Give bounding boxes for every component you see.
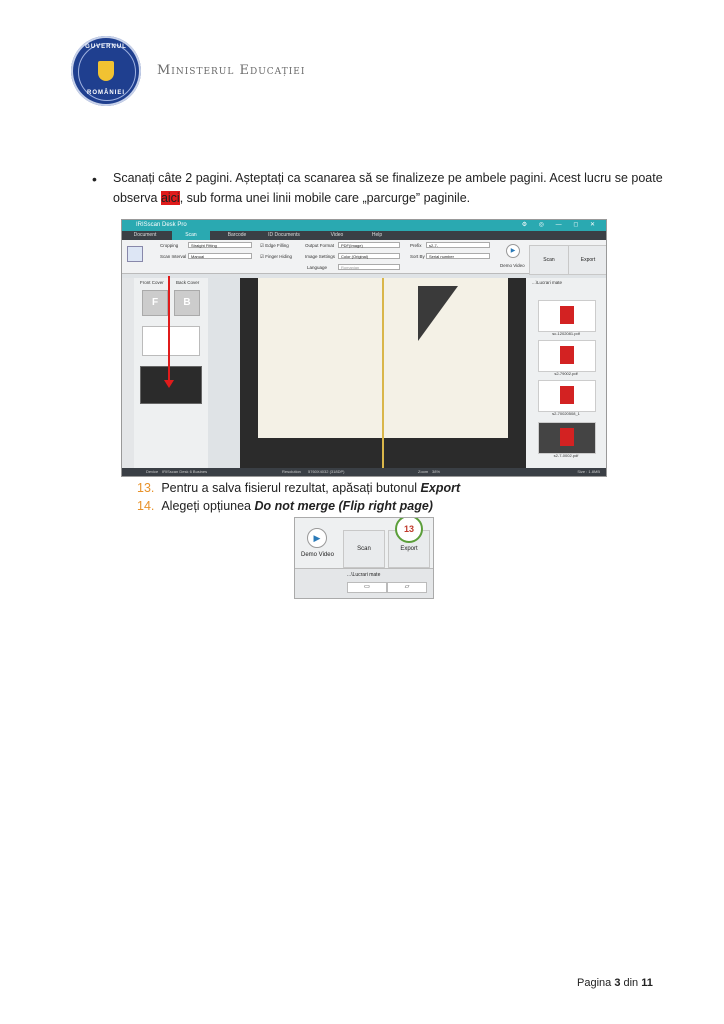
current-page: 3	[614, 977, 621, 989]
language-select[interactable]: Romanian	[338, 264, 400, 270]
pdf-file-item[interactable]	[538, 380, 596, 412]
book-icon[interactable]	[127, 246, 143, 262]
step-emphasis: Export	[420, 481, 461, 495]
image-settings-label: Image Settings	[305, 254, 336, 259]
instruction-line-1: Scanați câte 2 pagini. Așteptați ca scanarea să se finalizeze pe ambele pagini. Acest lucru se poate	[113, 171, 663, 185]
edge-filling-checkbox[interactable]: ☑ Edge Filling	[260, 243, 289, 248]
sort-by-select[interactable]: Serial number	[426, 253, 490, 259]
output-format-label: Output Format	[305, 243, 335, 248]
logo-bottom-text: ROMÂNIEI	[87, 90, 125, 96]
step-text: Pentru a salva fisierul rezultat, apăsați butonul	[161, 481, 421, 495]
pdf-file-item[interactable]	[538, 300, 596, 332]
footer-middle: din	[620, 977, 642, 989]
app-screenshot	[121, 219, 607, 477]
demo-video-label: Demo Video	[500, 263, 525, 268]
step-number: 14.	[137, 499, 155, 513]
export-button[interactable]: Export	[388, 530, 430, 568]
tab-barcode[interactable]: Barcode	[227, 232, 247, 238]
pdf-file-item[interactable]	[538, 340, 596, 372]
app-tabs	[122, 231, 606, 240]
page-thumbnail-panel	[134, 278, 208, 468]
left-toolbar	[122, 278, 134, 468]
front-cover-thumbnail[interactable]: F	[142, 290, 168, 316]
finger-hiding-checkbox[interactable]: ☑ Finger Hiding	[260, 254, 293, 259]
cropping-select[interactable]: Straight Fitting	[188, 242, 252, 248]
ministry-name: Ministerul Educației	[157, 63, 306, 78]
tab-video[interactable]: Video	[330, 232, 344, 238]
instruction-line-2	[113, 189, 470, 207]
page-thumbnail[interactable]	[142, 326, 200, 356]
footer-prefix: Pagina	[577, 977, 615, 989]
pdf-icon	[560, 306, 574, 324]
pdf-icon	[560, 386, 574, 404]
file-size: Size : 1.8MB	[577, 469, 600, 474]
total-pages: 11	[641, 977, 653, 989]
language-label: Language	[307, 265, 328, 270]
play-icon[interactable]: ▶	[506, 244, 520, 258]
bullet-icon: •	[92, 171, 97, 187]
edge-filling-label: Edge Filling	[265, 243, 289, 248]
resolution-label: Resolution	[282, 469, 301, 474]
step-number: 13.	[137, 481, 155, 495]
triangle-figure	[418, 286, 458, 341]
coat-of-arms-icon	[98, 61, 114, 81]
finger-hiding-label: Finger Hiding	[265, 254, 293, 259]
tab-id-documents[interactable]: ID Documents	[268, 232, 300, 238]
instruction-text: observa	[113, 191, 161, 205]
window-controls-icon[interactable]: ⚙ ◎ — ◻ ✕	[521, 222, 600, 228]
prefix-input[interactable]: s2-7-	[426, 242, 490, 248]
output-files-panel	[526, 278, 606, 468]
status-bar	[122, 468, 606, 476]
step-13	[137, 480, 460, 496]
step-badge: 13	[395, 517, 423, 543]
pdf-icon	[560, 428, 574, 446]
play-icon[interactable]: ▶	[307, 528, 327, 548]
step-14	[137, 498, 433, 514]
app-title: IRISscan Desk Pro	[136, 222, 187, 228]
folder-icon[interactable]: ▱	[387, 582, 427, 593]
back-cover-thumbnail[interactable]: B	[174, 290, 200, 316]
output-format-select[interactable]: PDF(Image)	[338, 242, 400, 248]
image-settings-select[interactable]: Color (Original)	[338, 253, 400, 259]
logo-top-text: GUVERNUL	[85, 44, 127, 50]
export-button[interactable]: Export	[568, 245, 607, 275]
tab-help[interactable]: Help	[371, 232, 383, 238]
prefix-label: Prefix	[410, 243, 422, 248]
tab-scan[interactable]: Scan	[172, 231, 210, 240]
folder-path: ...\Lucrari mate	[347, 572, 381, 578]
scan-preview	[240, 278, 526, 468]
demo-video-label: Demo Video	[301, 552, 334, 558]
zoom-value: 38%	[432, 469, 441, 474]
export-button-screenshot	[294, 517, 434, 599]
app-titlebar	[122, 220, 606, 231]
scan-button[interactable]: Scan	[529, 245, 569, 275]
step-text: Alegeți opțiunea	[161, 499, 255, 513]
pdf-icon	[560, 346, 574, 364]
pdf-file-name: s2-79002.pdf	[554, 371, 578, 376]
scan-button[interactable]: Scan	[343, 530, 385, 568]
front-cover-label: Front Cover	[140, 280, 164, 285]
folder-path: ...\Lucrari mate	[532, 280, 563, 285]
back-cover-label: Back Cover	[176, 280, 200, 285]
folder-open-icon[interactable]: ▭	[347, 582, 387, 593]
pdf-file-name: s2-7-0002.pdf	[553, 453, 579, 458]
page-footer	[577, 977, 653, 989]
pointer-arrow	[168, 276, 170, 384]
pdf-file-name: s2-70020508_1	[552, 411, 580, 416]
scan-progress-line	[382, 278, 384, 468]
pdf-file-item-selected[interactable]	[538, 422, 596, 454]
cropping-label: Cropping	[160, 243, 179, 248]
zoom-label: Zoom	[418, 469, 429, 474]
step-emphasis: Do not merge (Flip right page)	[254, 499, 433, 513]
device-value: IRISscan Desk 6 Busines	[162, 469, 208, 474]
scan-interval-select[interactable]: Manual	[188, 253, 252, 259]
highlighted-word: aici	[160, 191, 180, 205]
scan-interval-label: Scan Interval	[160, 254, 187, 259]
scanned-page-left	[258, 278, 382, 438]
resolution-value: 5760X4032 (318DP)	[308, 469, 345, 474]
pdf-file-name: sc-1202081.pdf	[552, 331, 580, 336]
sort-by-label: Sort By	[410, 254, 425, 259]
arrow-head-icon	[164, 380, 174, 388]
instruction-text: , sub forma unei linii mobile care „parcurge” paginile.	[179, 191, 471, 205]
device-label: Device	[146, 469, 159, 474]
tab-document[interactable]: Document	[133, 232, 157, 238]
government-logo	[71, 36, 141, 106]
